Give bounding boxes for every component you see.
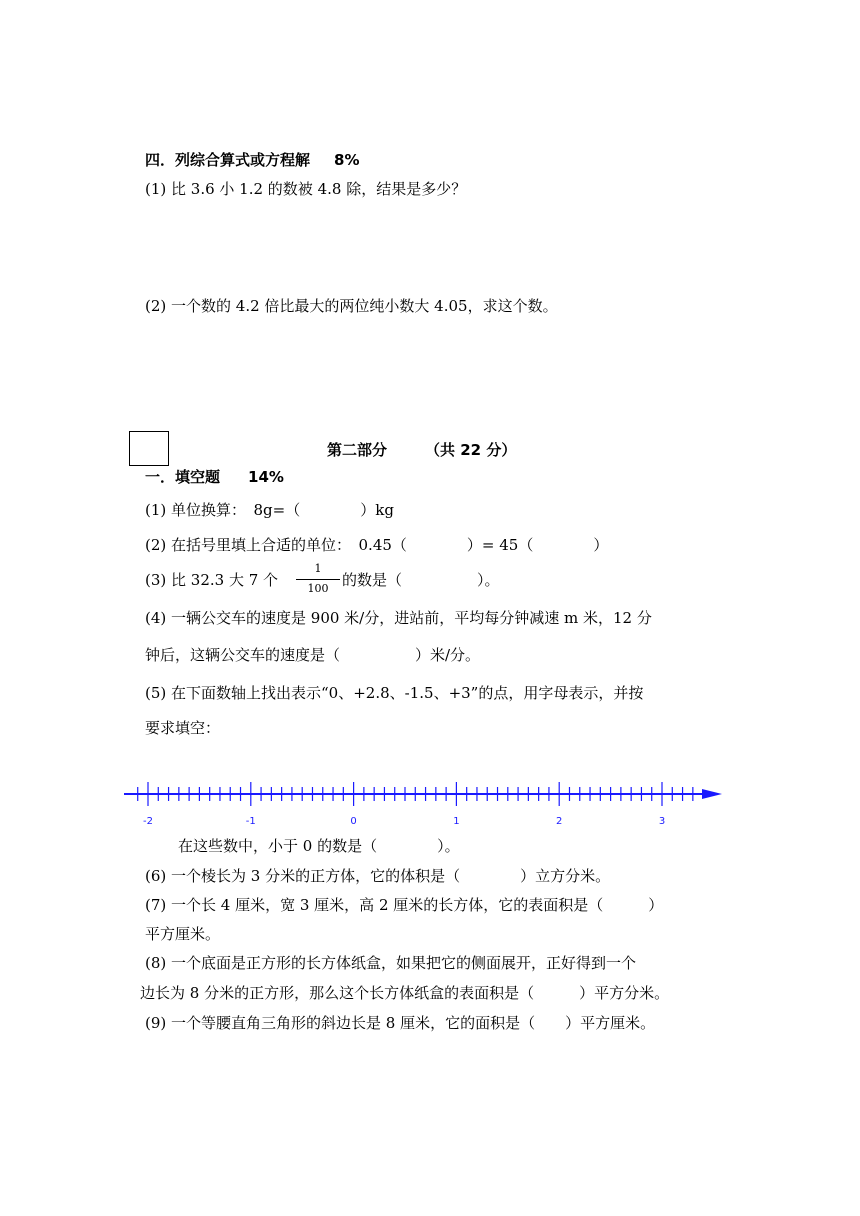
fraction-denominator: 100 — [307, 582, 329, 595]
fill-question-1: (1) 单位换算： 8g=（ ）kg — [145, 501, 394, 519]
fill-question-5-line2: 要求填空： — [145, 719, 221, 737]
tick-label: -1 — [245, 816, 256, 827]
fill-question-5-after: 在这些数中，小于 0 的数是（ ）。 — [178, 837, 460, 855]
tick-label: -2 — [143, 816, 153, 827]
fill-heading: 一．填空题 14% — [145, 468, 284, 486]
fill-question-3-before: (3) 比 32.3 大 7 个 — [145, 571, 279, 589]
fill-question-6: (6) 一个棱长为 3 分米的正方体，它的体积是（ ）立方分米。 — [145, 867, 611, 885]
tick-label: 0 — [350, 816, 357, 827]
fill-question-2: (2) 在括号里填上合适的单位： 0.45（ ）= 45（ ） — [145, 536, 609, 554]
fill-question-8-line2: 边长为 8 分米的正方形，那么这个长方体纸盒的表面积是（ ）平方分米。 — [140, 984, 670, 1002]
part2-title: 第二部分 （共 22 分） — [327, 441, 517, 459]
arrow-head-icon — [702, 789, 722, 799]
section4-question-2: (2) 一个数的 4.2 倍比最大的两位纯小数大 4.05，求这个数。 — [145, 297, 558, 315]
fill-question-9: (9) 一个等腰直角三角形的斜边长是 8 厘米，它的面积是（ ）平方厘米。 — [145, 1014, 656, 1032]
fill-question-3-after: 的数是（ ）。 — [342, 571, 500, 589]
fill-question-8-line1: (8) 一个底面是正方形的长方体纸盒，如果把它的侧面展开，正好得到一个 — [145, 954, 637, 972]
tick-label: 1 — [453, 816, 460, 827]
tick-label: 2 — [556, 816, 563, 827]
fraction-numerator: 1 — [314, 562, 322, 575]
fill-question-5-line1: (5) 在下面数轴上找出表示“0、+2.8、-1.5、+3”的点，用字母表示，并按 — [145, 684, 644, 702]
fill-question-7-line1: (7) 一个长 4 厘米，宽 3 厘米，高 2 厘米的长方体，它的表面积是（ ） — [145, 896, 664, 914]
section4-heading: 四．列综合算式或方程解 8% — [145, 151, 360, 169]
tick-label: 3 — [658, 816, 666, 827]
section4-question-1: (1) 比 3.6 小 1.2 的数被 4.8 除，结果是多少？ — [145, 180, 467, 198]
fill-question-4-line2: 钟后，这辆公交车的速度是（ ）米/分。 — [145, 646, 481, 664]
fill-question-4-line1: (4) 一辆公交车的速度是 900 米/分，进站前，平均每分钟减速 m 米，12 分 — [145, 609, 652, 627]
fill-question-7-line2: 平方厘米。 — [145, 925, 221, 943]
